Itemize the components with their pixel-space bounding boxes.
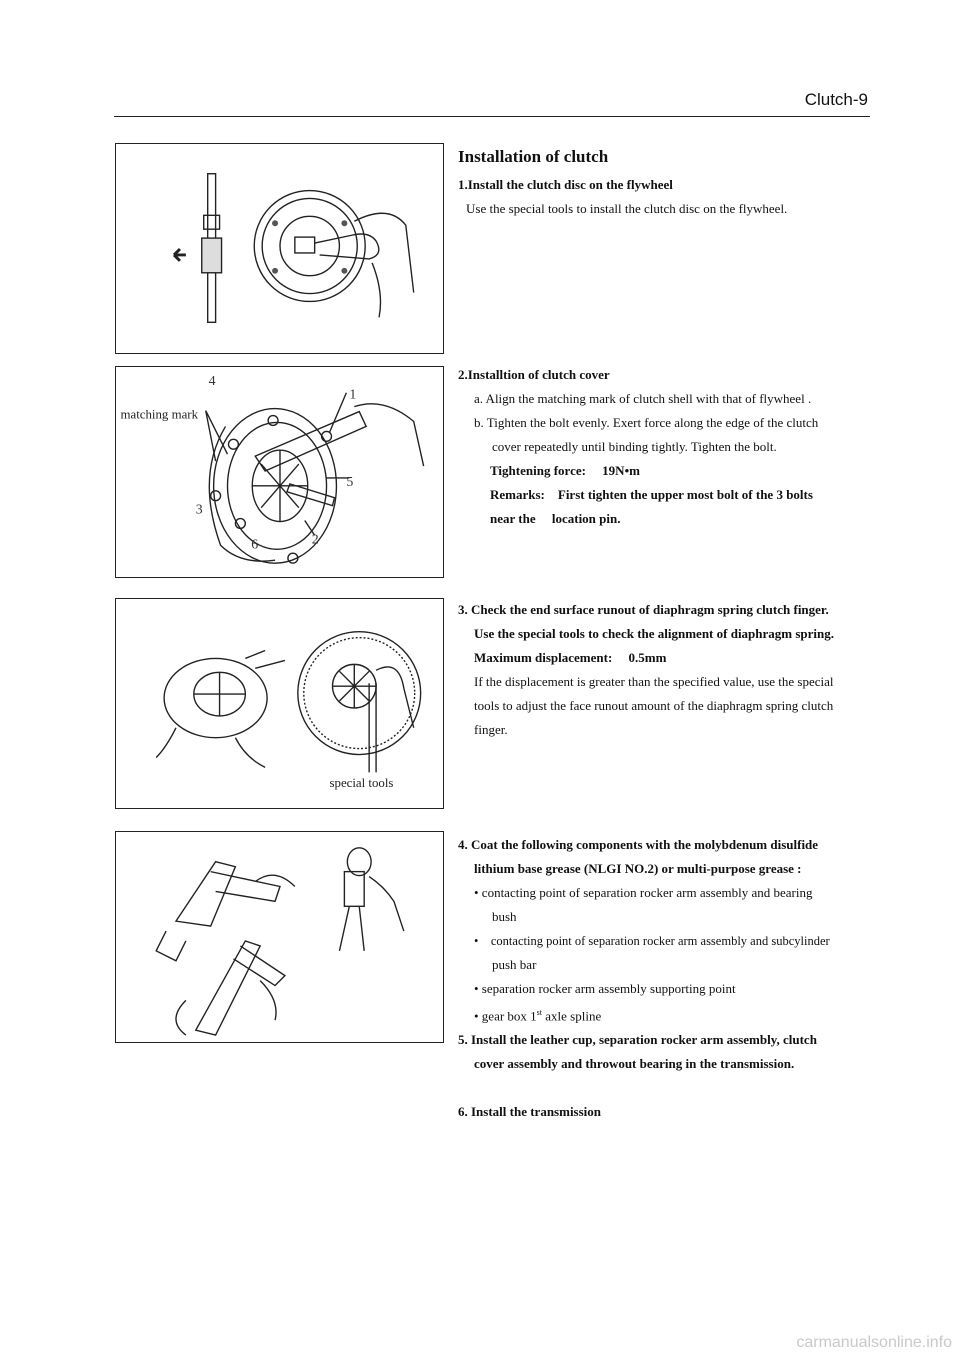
watermark: carmanualsonline.info xyxy=(796,1334,952,1351)
step4-bullet4 xyxy=(458,1001,870,1028)
step4-bullet3: • separation rocker arm assembly supporting point xyxy=(474,981,736,996)
step2-title: 2.Installtion of clutch cover xyxy=(458,367,610,382)
step5-line2: cover assembly and throwout bearing in the transmission. xyxy=(474,1056,795,1072)
step3-title: 3. Check the end surface runout of diaphragm spring clutch finger. xyxy=(458,602,829,617)
section-title: Installation of clutch xyxy=(458,147,609,166)
figure-clutch-cover-install xyxy=(115,366,444,578)
step3-line5: tools to adjust the face runout amount of the diaphragm spring clutch xyxy=(474,698,834,713)
callout-4: 4 xyxy=(208,372,216,388)
section-step4 xyxy=(458,833,870,1124)
step2-remarks2: near the location pin. xyxy=(490,511,621,526)
step4-bullet4-pre: • gear box 1 xyxy=(474,1008,537,1024)
step3-line2: Use the special tools to check the alignment of diaphragm spring. xyxy=(474,626,835,641)
step1-title: 1.Install the clutch disc on the flywheel xyxy=(458,177,673,192)
callout-6: 6 xyxy=(251,536,259,552)
step4-bullet1b: bush xyxy=(492,909,517,924)
step3-line4: If the displacement is greater than the specified value, use the special xyxy=(474,674,834,689)
step2-remarks1: Remarks: First tighten the upper most bolt of the 3 bolts xyxy=(490,487,813,502)
section-step3 xyxy=(458,598,870,742)
figure-grease-points xyxy=(115,831,444,1043)
step4-title2: lithium base grease (NLGI NO.2) or multi-purpose grease : xyxy=(474,861,802,876)
step6-title: 6. Install the transmission xyxy=(458,1104,602,1120)
step4-bullet2a: • contacting point of separation rocker arm assembly and subcylinder xyxy=(474,934,830,948)
runout-check-illustration xyxy=(116,599,443,808)
step4-bullet1a: • contacting point of separation rocker arm assembly and bearing xyxy=(474,885,813,900)
clutch-disc-illustration xyxy=(116,144,443,353)
step2-torque: Tightening force: 19N•m xyxy=(490,463,640,478)
figure-clutch-disc-install xyxy=(115,143,444,354)
callout-3: 3 xyxy=(195,501,203,517)
callout-1: 1 xyxy=(349,386,357,402)
step4-bullet2b: push bar xyxy=(492,957,537,972)
step3-line3: Maximum displacement: 0.5mm xyxy=(474,650,667,665)
section-step2 xyxy=(458,363,870,531)
matching-mark-label: matching mark xyxy=(120,407,199,422)
step1-body: Use the special tools to install the clutch disc on the flywheel. xyxy=(466,201,788,216)
step2-b2: cover repeatedly until binding tightly. Tighten the bolt. xyxy=(492,439,777,454)
spacer xyxy=(458,1076,870,1100)
step4-bullet4-sup: st xyxy=(536,1008,543,1017)
callout-2: 2 xyxy=(311,531,319,547)
step2-b1: b. Tighten the bolt evenly. Exert force along the edge of the clutch xyxy=(474,415,819,430)
grease-points-illustration xyxy=(116,832,443,1042)
special-tools-label: special tools xyxy=(329,776,394,791)
clutch-cover-illustration xyxy=(116,367,443,577)
page-label: Clutch-9 xyxy=(804,90,868,109)
header-rule xyxy=(114,116,870,117)
step3-line6: finger. xyxy=(474,722,508,737)
step4-title1: 4. Coat the following components with the molybdenum disulfide xyxy=(458,837,819,852)
step5-line1: 5. Install the leather cup, separation rocker arm assembly, clutch xyxy=(458,1032,817,1048)
section-step1 xyxy=(458,143,870,221)
step4-bullet4-post: axle spline xyxy=(542,1008,602,1024)
figure-runout-check xyxy=(115,598,444,809)
step2-a: a. Align the matching mark of clutch shell with that of flywheel . xyxy=(474,391,812,406)
callout-5: 5 xyxy=(346,473,354,489)
